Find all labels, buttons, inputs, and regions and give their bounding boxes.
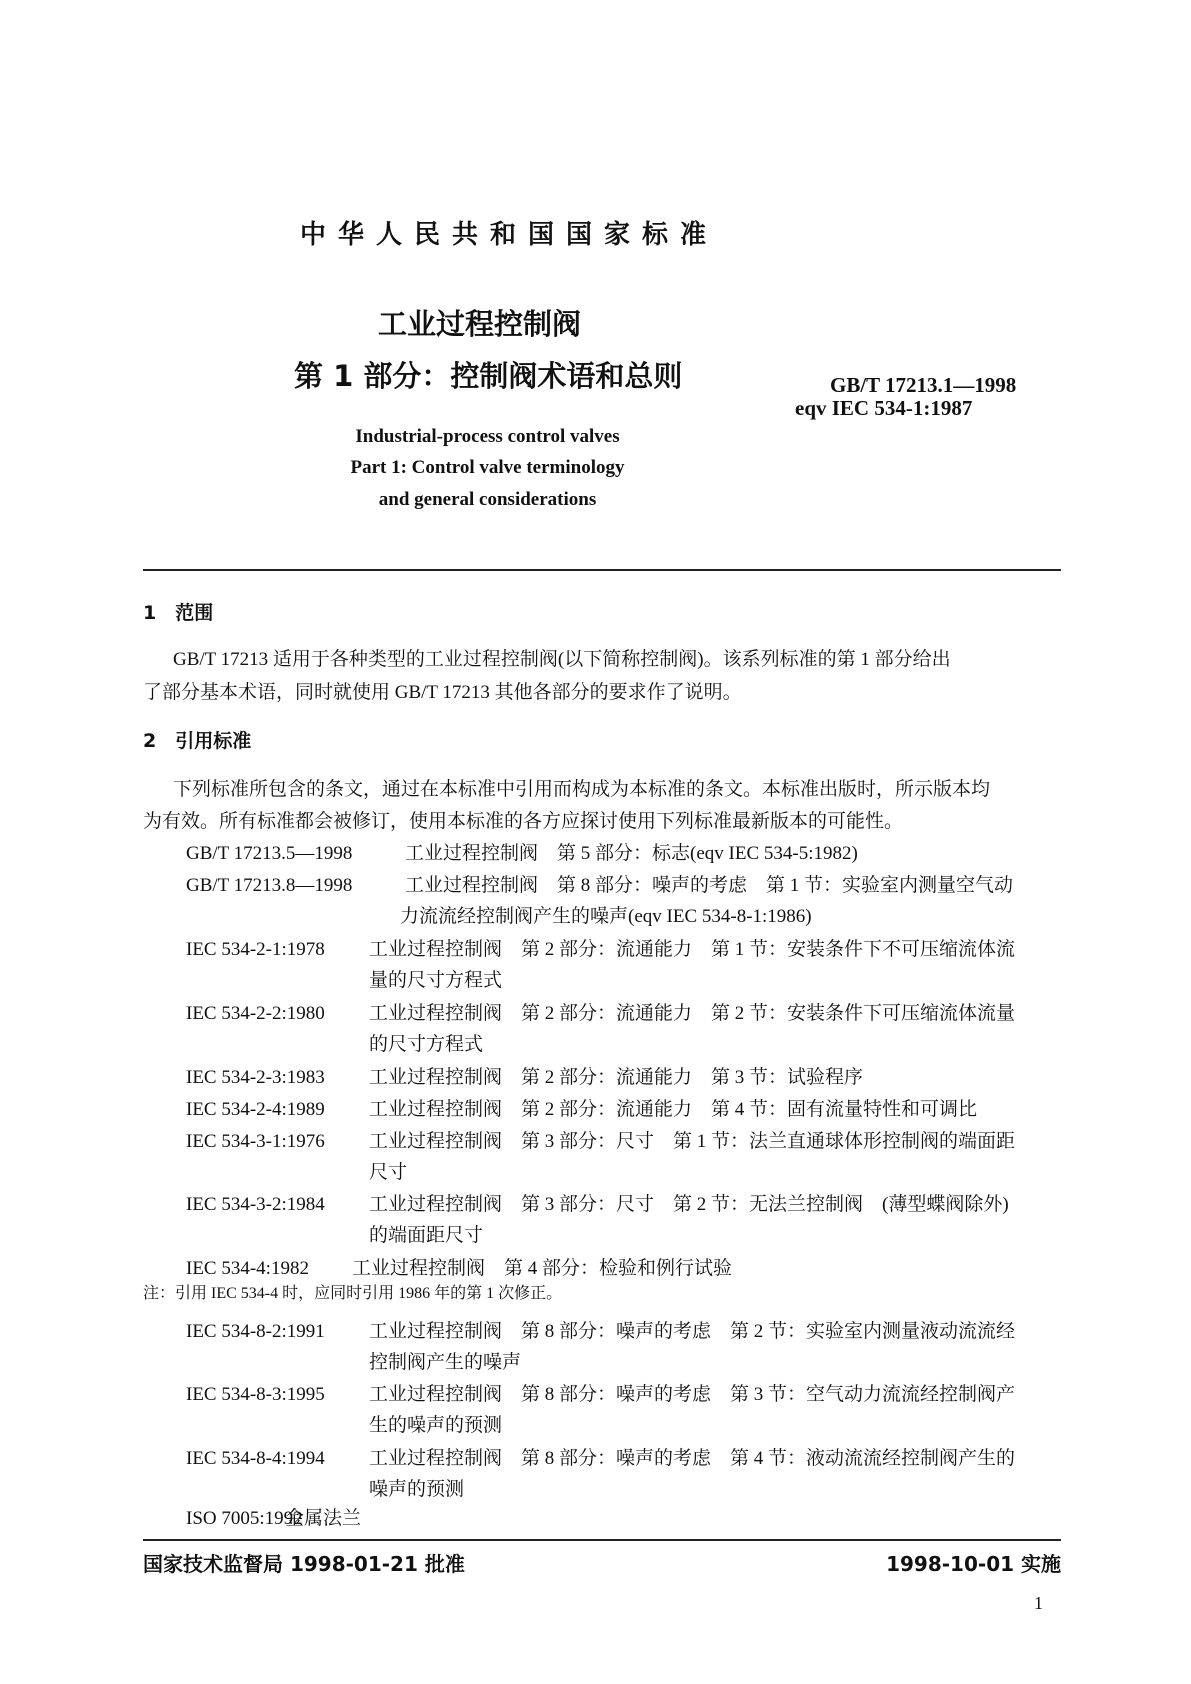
- reference-title-line: 工业过程控制阀 第 5 部分：标志(eqv IEC 534-5:1982): [405, 843, 858, 864]
- reference-title-line: 工业过程控制阀 第 2 部分：流通能力 第 1 节：安装条件下不可压缩流体流: [369, 939, 1016, 960]
- reference-code: IEC 534-2-2:1980: [186, 1003, 325, 1024]
- reference-note: 注：引用 IEC 534-4 时，应同时引用 1986 年的第 1 次修正。: [143, 1285, 563, 1302]
- reference-title-line: 工业过程控制阀 第 2 部分：流通能力 第 3 节：试验程序: [369, 1067, 864, 1088]
- title-en-line1: Industrial-process control valves: [355, 426, 620, 447]
- equivalent-standard: eqv IEC 534-1:1987: [795, 396, 973, 420]
- section-heading-scope: 1 范围: [143, 602, 214, 624]
- reference-title-line: 噪声的预测: [369, 1479, 465, 1500]
- references-paragraph-line: 为有效。所有标准都会被修订，使用本标准的各方应探讨使用下列标准最新版本的可能性。: [143, 811, 904, 832]
- section-heading-references: 2 引用标准: [143, 730, 252, 752]
- title-en-line2: Part 1: Control valve terminology: [350, 457, 625, 478]
- reference-code: IEC 534-2-4:1989: [186, 1099, 325, 1120]
- standard-number: GB/T 17213.1—1998: [830, 373, 1017, 397]
- reference-code: GB/T 17213.8—1998: [186, 875, 353, 896]
- title-en-line3: and general considerations: [378, 489, 597, 510]
- footer-divider: [143, 1539, 1061, 1541]
- reference-code: ISO 7005:1992: [186, 1508, 303, 1529]
- reference-title-line: 工业过程控制阀 第 3 部分：尺寸 第 1 节：法兰直通球体形控制阀的端面距: [369, 1131, 1016, 1152]
- header-divider: [143, 569, 1061, 571]
- reference-title-line: 尺寸: [369, 1162, 408, 1183]
- scope-paragraph-line: GB/T 17213 适用于各种类型的工业过程控制阀(以下简称控制阀)。该系列标准的第 1 部分给出: [173, 649, 951, 670]
- reference-code: IEC 534-8-4:1994: [186, 1448, 325, 1469]
- reference-title-line: 工业过程控制阀 第 2 部分：流通能力 第 4 节：固有流量特性和可调比: [369, 1099, 978, 1120]
- title-cn-line1: 工业过程控制阀: [378, 307, 582, 341]
- reference-code: IEC 534-2-1:1978: [186, 939, 325, 960]
- reference-title-line: 的尺寸方程式: [369, 1034, 484, 1055]
- reference-title-line: 工业过程控制阀 第 8 部分：噪声的考虑 第 1 节：实验室内测量空气动: [405, 875, 1014, 896]
- implementation-date: 1998-10-01 实施: [886, 1552, 1061, 1576]
- reference-title-line: 生的噪声的预测: [369, 1415, 503, 1436]
- reference-title-line: 量的尺寸方程式: [369, 970, 503, 991]
- reference-code: IEC 534-8-2:1991: [186, 1321, 325, 1342]
- reference-code: IEC 534-2-3:1983: [186, 1067, 325, 1088]
- reference-code: GB/T 17213.5—1998: [186, 843, 353, 864]
- references-paragraph-line: 下列标准所包含的条文，通过在本标准中引用而构成为本标准的条文。本标准出版时，所示版本均: [173, 779, 991, 800]
- reference-code: IEC 534-3-2:1984: [186, 1194, 325, 1215]
- reference-title-line: 工业过程控制阀 第 4 部分：检验和例行试验: [352, 1258, 733, 1279]
- reference-code: IEC 534-3-1:1976: [186, 1131, 325, 1152]
- reference-code: IEC 534-4:1982: [186, 1258, 309, 1279]
- reference-title-line: 工业过程控制阀 第 8 部分：噪声的考虑 第 4 节：液动流流经控制阀产生的: [369, 1448, 1016, 1469]
- approval-date: 国家技术监督局 1998-01-21 批准: [143, 1552, 465, 1576]
- reference-title-line: 工业过程控制阀 第 3 部分：尺寸 第 2 节：无法兰控制阀 (薄型蝶阀除外): [369, 1194, 1009, 1215]
- scope-paragraph-line: 了部分基本术语，同时就使用 GB/T 17213 其他各部分的要求作了说明。: [143, 682, 742, 703]
- reference-title-line: 工业过程控制阀 第 8 部分：噪声的考虑 第 3 节：空气动力流流经控制阀产: [369, 1384, 1016, 1405]
- reference-title-line: 控制阀产生的噪声: [369, 1352, 522, 1373]
- reference-title-line: 的端面距尺寸: [369, 1225, 484, 1246]
- reference-title-line: 工业过程控制阀 第 8 部分：噪声的考虑 第 2 节：实验室内测量液动流流经: [369, 1321, 1016, 1342]
- reference-title-line: 力流流经控制阀产生的噪声(eqv IEC 534-8-1:1986): [400, 906, 812, 927]
- reference-title-line: 工业过程控制阀 第 2 部分：流通能力 第 2 节：安装条件下可压缩流体流量: [369, 1003, 1016, 1024]
- page-number: 1: [1034, 1593, 1043, 1613]
- reference-code: IEC 534-8-3:1995: [186, 1384, 325, 1405]
- title-cn-line2: 第 1 部分：控制阀术语和总则: [294, 359, 683, 393]
- national-standard-label: 中华人民共和国国家标准: [300, 220, 719, 250]
- reference-title-line: 金属法兰: [285, 1508, 362, 1529]
